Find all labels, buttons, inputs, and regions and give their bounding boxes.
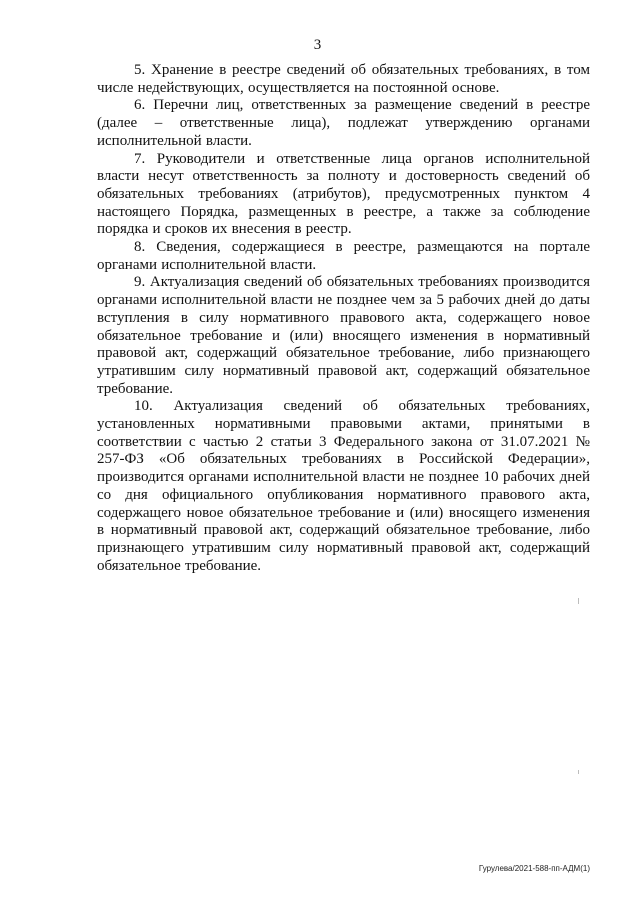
scan-speck <box>578 770 579 774</box>
paragraph-9: 9. Актуализация сведений об обязательных требованиях производится органами исполнительной власти не позднее чем за 5 рабочих дней до даты вступления в силу нормативного правового акта, содержащего новое обязательное требование и (или) вносящего изменения в нормативный правовой акт, содержащий обязательное требование, либо признающего утратившим силу нормативный правовой акт, содержащий обязательное требование. <box>97 274 590 397</box>
paragraph-8: 8. Сведения, содержащиеся в реестре, размещаются на портале органами исполнительной власти. <box>97 239 590 273</box>
scan-speck <box>578 598 579 604</box>
document-body <box>97 62 590 575</box>
paragraph-7: 7. Руководители и ответственные лица органов исполнительной власти несут ответственность за полноту и достоверность сведений об обязательных требованиях (атрибутов), предусмотренных пунктом 4 настоящего Порядка, размещенных в реестре, а также за соблюдение порядка и сроков их внесения в реестр. <box>97 150 590 238</box>
paragraph-10: 10. Актуализация сведений об обязательных требованиях, установленных нормативными правовыми актами, принятыми в соответствии с частью 2 статьи 3 Федерального закона от 31.07.2021 № 257-ФЗ «Об обязательных требованиях в Российской Федерации», производится органами исполнительной власти не позднее 10 рабочих дней со дня официального опубликования нормативного правового акта, содержащего новое обязательное требование и (или) вносящего изменения в нормативный правовой акт, содержащий обязательное требование, либо признающего утратившим силу нормативный правовой акт, содержащий обязательное требование. <box>97 398 590 574</box>
paragraph-5: 5. Хранение в реестре сведений об обязательных требованиях, в том числе недействующих, осуществляется на постоянной основе. <box>97 62 590 96</box>
document-registration-code: Гурулева/2021-588-пп-АДМ(1) <box>478 864 590 873</box>
paragraph-6: 6. Перечни лиц, ответственных за размещение сведений в реестре (далее – ответственные лица), подлежат утверждению органами исполнительной власти. <box>97 97 590 149</box>
page-number: 3 <box>313 37 322 53</box>
